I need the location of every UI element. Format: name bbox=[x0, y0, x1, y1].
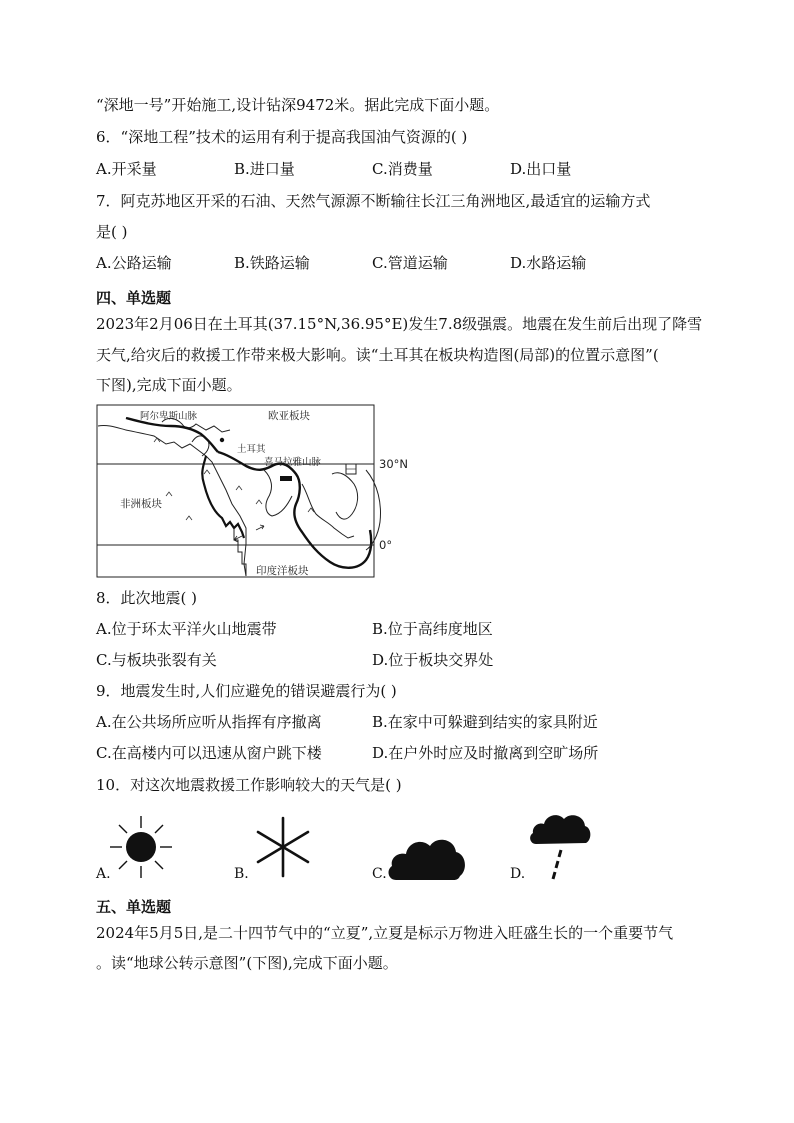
section-4-intro-line1: 2023年2月06日在土耳其(37.15°N,36.95°E)发生7.8级强震。地震在发生前后出现了降雪 bbox=[96, 315, 703, 333]
epicenter-marker bbox=[220, 438, 224, 442]
sun-icon bbox=[108, 814, 174, 880]
question-8-stem: 8．此次地震( ) bbox=[96, 589, 198, 607]
passage-intro-line: “深地一号”开始施工,设计钻深9472米。据此完成下面小题。 bbox=[96, 96, 500, 114]
q10-option-a-letter: A. bbox=[96, 866, 111, 882]
section-4-intro-line3: 下图),完成下面小题。 bbox=[96, 376, 242, 394]
section-5-intro-line2: 。读“地球公转示意图”(下图),完成下面小题。 bbox=[96, 954, 398, 972]
q9-option-a[interactable]: A.在公共场所应听从指挥有序撤离 bbox=[96, 713, 322, 731]
q10-option-c-letter: C. bbox=[372, 866, 387, 882]
question-7-stem-line1: 7．阿克苏地区开采的石油、天然气源源不断输往长江三角洲地区,最适宜的运输方式 bbox=[96, 192, 651, 210]
snow-icon bbox=[250, 814, 316, 880]
q8-option-d[interactable]: D.位于板块交界处 bbox=[372, 651, 494, 669]
label-eurasian-plate: 欧亚板块 bbox=[268, 410, 310, 422]
label-indian-ocean-plate: 印度洋板块 bbox=[256, 565, 309, 577]
q6-option-c[interactable]: C.消费量 bbox=[372, 160, 433, 178]
label-himalaya: 喜马拉雅山脉 bbox=[264, 457, 322, 468]
q10-option-a[interactable] bbox=[96, 812, 196, 884]
q9-option-b[interactable]: B.在家中可躲避到结实的家具附近 bbox=[372, 713, 598, 731]
question-9-stem: 9．地震发生时,人们应避免的错误避震行为( ) bbox=[96, 682, 397, 700]
q10-option-b[interactable] bbox=[234, 812, 334, 884]
q8-option-a[interactable]: A.位于环太平洋火山地震带 bbox=[96, 620, 277, 638]
q9-option-c[interactable]: C.在高楼内可以迅速从窗户跳下楼 bbox=[96, 744, 322, 762]
q10-option-c[interactable] bbox=[372, 812, 482, 884]
label-african-plate: 非洲板块 bbox=[120, 498, 162, 510]
section-4-intro-line2: 天气,给灾后的救援工作带来极大影响。读“土耳其在板块构造图(局部)的位置示意图”( bbox=[96, 346, 659, 364]
q10-option-d-letter: D. bbox=[510, 866, 526, 882]
q6-option-a[interactable]: A.开采量 bbox=[96, 160, 157, 178]
q6-option-b[interactable]: B.进口量 bbox=[234, 160, 295, 178]
q8-option-c[interactable]: C.与板块张裂有关 bbox=[96, 651, 217, 669]
label-alps: 阿尔卑斯山脉 bbox=[140, 411, 198, 422]
q7-option-d[interactable]: D.水路运输 bbox=[510, 254, 587, 272]
section-5-header: 五、单选题 bbox=[96, 898, 172, 916]
question-7-stem-line2: 是( ) bbox=[96, 223, 128, 241]
rain-icon bbox=[528, 810, 592, 882]
q10-option-d[interactable] bbox=[510, 812, 610, 884]
label-lat-30n: 30°N bbox=[379, 457, 408, 471]
question-6-stem: 6．“深地工程”技术的运用有利于提高我国油气资源的( ) bbox=[96, 128, 468, 146]
q7-option-c[interactable]: C.管道运输 bbox=[372, 254, 448, 272]
cloudy-icon bbox=[386, 824, 466, 882]
plate-map-svg bbox=[96, 404, 396, 579]
plate-map-figure bbox=[96, 404, 408, 579]
q6-option-d[interactable]: D.出口量 bbox=[510, 160, 572, 178]
section-5-intro-line1: 2024年5月5日,是二十四节气中的“立夏”,立夏是标示万物进入旺盛生长的一个重要节气 bbox=[96, 924, 674, 942]
question-10-stem: 10．对这次地震救援工作影响较大的天气是( ) bbox=[96, 776, 402, 794]
q7-option-b[interactable]: B.铁路运输 bbox=[234, 254, 310, 272]
q10-option-b-letter: B. bbox=[234, 866, 249, 882]
q8-option-b[interactable]: B.位于高纬度地区 bbox=[372, 620, 493, 638]
section-4-header: 四、单选题 bbox=[96, 289, 172, 307]
q7-option-a[interactable]: A.公路运输 bbox=[96, 254, 172, 272]
label-turkey: 土耳其 bbox=[237, 444, 266, 455]
label-lat-0: 0° bbox=[379, 538, 393, 552]
q9-option-d[interactable]: D.在户外时应及时撤离到空旷场所 bbox=[372, 744, 599, 762]
